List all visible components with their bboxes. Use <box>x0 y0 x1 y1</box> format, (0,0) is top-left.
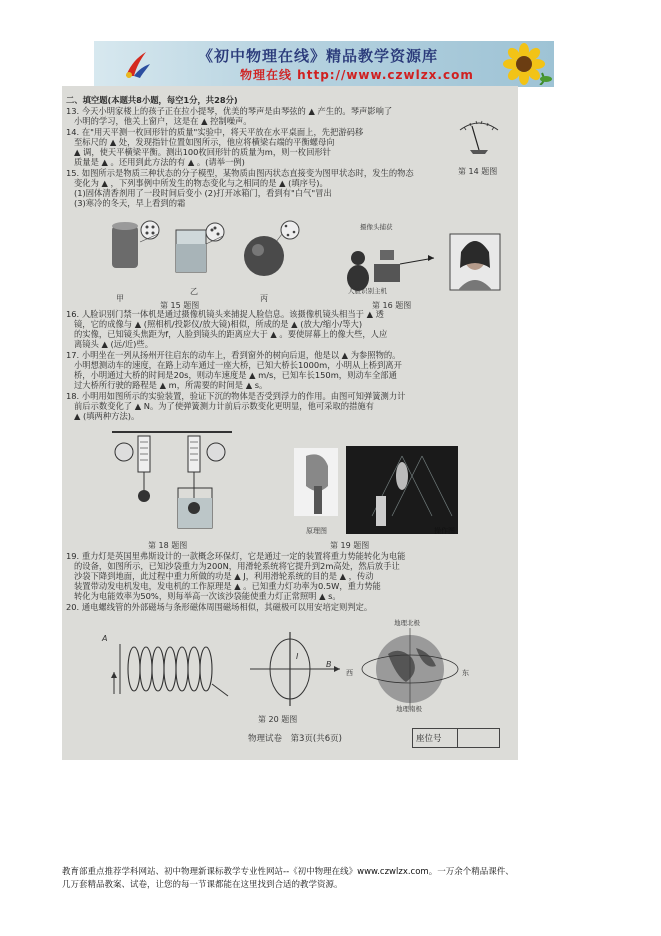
question-16-line: 的实像，已知镜头焦距为f，人脸到镜头的距离应大于 ▲ 。要使屏幕上的像大些，人应 <box>74 329 388 339</box>
question-14-line: 至标尺的 ▲ 处，发现指针位置如图所示，他应将横梁右端的平衡螺母向 <box>74 137 335 147</box>
page-footer <box>62 866 622 892</box>
question-13-line: 小明的学习，他关上窗户，这是在 ▲ 控制噪声。 <box>74 116 252 126</box>
exam-page-photo <box>62 86 518 760</box>
question-17-line: 桥，小明通过大桥的时间是20s，则动车速度是 ▲ m/s，已知车长150m，则动车全部通 <box>74 370 397 380</box>
magnetic-field-figure <box>100 624 500 714</box>
question-13-line: 13. 今天小明家楼上的孩子正在拉小提琴，优美的琴声是由琴弦的 ▲ 产生的。琴声影响了 <box>66 106 393 116</box>
figure-20-north-label: 地理北极 <box>394 619 420 627</box>
seat-number-box <box>412 728 500 748</box>
question-18-line: 前后示数变化了 ▲ N。为了使弹簧测力计前后示数变化更明显，他可采取的措施有 <box>74 401 374 411</box>
figure-15-label-bing: 丙 <box>260 294 268 303</box>
question-19-line: 的设备，如图所示，已知沙袋重力为200N，用滑轮系统将它提升到2m高处，然后放手让 <box>74 561 400 571</box>
figure-20-caption: 第 20 题图 <box>258 715 298 724</box>
gravity-light-figure <box>292 446 462 538</box>
figure-20-south-label: 地理南极 <box>396 705 422 713</box>
footer-line: 几万套精品教案、试卷，让您的每一节课都能在这里找到合适的教学资源。 <box>62 880 343 890</box>
question-19-line: 装置带动发电机发电，发电机的工作原理是 ▲ 。已知重力灯功率为0.5W，重力势能 <box>74 581 381 591</box>
question-19-line: 转化为电能效率为50%，则每举高一次该沙袋能使重力灯正常照明 ▲ s。 <box>74 591 341 601</box>
figure-14-caption: 第 14 题图 <box>458 167 498 176</box>
question-18-line: 18. 小明用如图所示的实验装置，验证下沉的物体是否受到浮力的作用。由图可知弹簧测力计 <box>66 391 406 401</box>
figure-20-west-label: 西 <box>346 669 353 677</box>
question-15-line: 15. 如图所示是物质三种状态的分子模型，某物质由图丙状态直接变为图甲状态时，发生的物态 <box>66 168 414 178</box>
question-16-line: 16. 人脸识别门禁一体机是通过摄像机镜头来捕捉人脸信息。该摄像机镜头相当于 ▲ 透 <box>66 309 384 319</box>
page-number: 物理试卷 第3页(共6页) <box>248 734 342 744</box>
figure-18-caption: 第 18 题图 <box>148 541 188 550</box>
question-17-line: 17. 小明坐在一列从扬州开往启东的动车上，看到窗外的树向后退，他是以 ▲ 为参照物的。 <box>66 350 401 360</box>
figure-15-label-jia: 甲 <box>116 294 124 303</box>
seat-number-label: 座位号 <box>416 734 442 744</box>
figure-20-east-label: 东 <box>462 669 469 677</box>
figure-15-label-yi: 乙 <box>190 287 198 296</box>
question-16-line: 离镜头 ▲ (远/近)些。 <box>74 339 154 349</box>
figure-19-a-label: 原理图 <box>306 527 327 535</box>
question-14-line: 质量是 ▲ 。还用到此方法的有 ▲ 。(请举一例) <box>74 157 245 167</box>
seat-number-field <box>457 729 500 747</box>
question-18-line: ▲ (填两种方法)。 <box>74 411 140 421</box>
sunflower-icon <box>494 43 552 85</box>
figure-19-caption: 第 19 题图 <box>330 541 370 550</box>
figure-16-camera-label: 摄像头捕获 <box>360 223 393 231</box>
figure-16-caption: 第 16 题图 <box>372 301 412 310</box>
question-17-line: 小明想测动车的速度，在路上动车通过一座大桥，已知大桥长1000m，小明从上桥到离开 <box>74 360 402 370</box>
figure-16-host-label: 人脸识别主机 <box>348 287 387 295</box>
section-heading: 二、填空题(本题共8小题，每空1分，共28分) <box>66 95 238 105</box>
question-15-option: (3)寒冷的冬天，早上看到的霜 <box>74 198 186 208</box>
question-19-line: 沙袋下降到地面，此过程中重力所做的功是 ▲ J，利用滑轮系统的目的是 ▲ ，传动 <box>74 571 374 581</box>
question-19-line: 19. 重力灯是英国里弗斯设计的一款概念环保灯，它是通过一定的装置将重力势能转化为电能 <box>66 551 406 561</box>
figure-19-b-label: 操作图 <box>434 527 455 535</box>
figure-20-label-B: B <box>326 660 332 669</box>
footer-line: 教育部重点推荐学科网站、初中物理新课标教学专业性网站--《初中物理在线》www.czwlzx.com。一万余个精品课件、 <box>62 867 514 877</box>
banner-title: 《初中物理在线》精品教学资源库 <box>198 47 439 65</box>
figure-20-label-A: A <box>102 634 108 643</box>
balance-pointer-figure <box>456 116 502 154</box>
question-17-line: 过大桥所行驶的路程是 ▲ m，所需要的时间是 ▲ s。 <box>74 380 268 390</box>
spring-scale-figure <box>112 428 232 540</box>
molecule-states-figure <box>102 212 302 292</box>
figure-20-label-I: I <box>296 652 299 661</box>
site-banner <box>94 41 554 87</box>
question-15-line: 变化为 ▲ ，下列事例中所发生的物态变化与之相同的是 ▲ (填序号)。 <box>74 178 328 188</box>
figure-15-caption: 第 15 题图 <box>160 301 200 310</box>
site-logo-icon <box>122 48 152 80</box>
question-14-line: ▲ 调，使天平横梁平衡。测出100枚回形针的质量为m，则一枚回形针 <box>74 147 331 157</box>
question-16-line: 镜，它的成像与 ▲ (照相机/投影仪/放大镜)相似，所成的是 ▲ (放大/缩小/等大) <box>74 319 363 329</box>
question-20-line: 20. 通电螺线管的外部磁场与条形磁体周围磁场相似，其磁极可以用安培定则判定。 <box>66 602 373 612</box>
banner-url[interactable]: 物理在线 http://www.czwlzx.com <box>240 68 474 82</box>
question-15-option: (1)固体清香剂用了一段时间后变小 (2)打开冰箱门，看到有"白气"冒出 <box>74 188 332 198</box>
question-14-line: 14. 在"用天平测一枚回形针的质量"实验中，将天平放在水平桌面上，先把游码移 <box>66 127 364 137</box>
